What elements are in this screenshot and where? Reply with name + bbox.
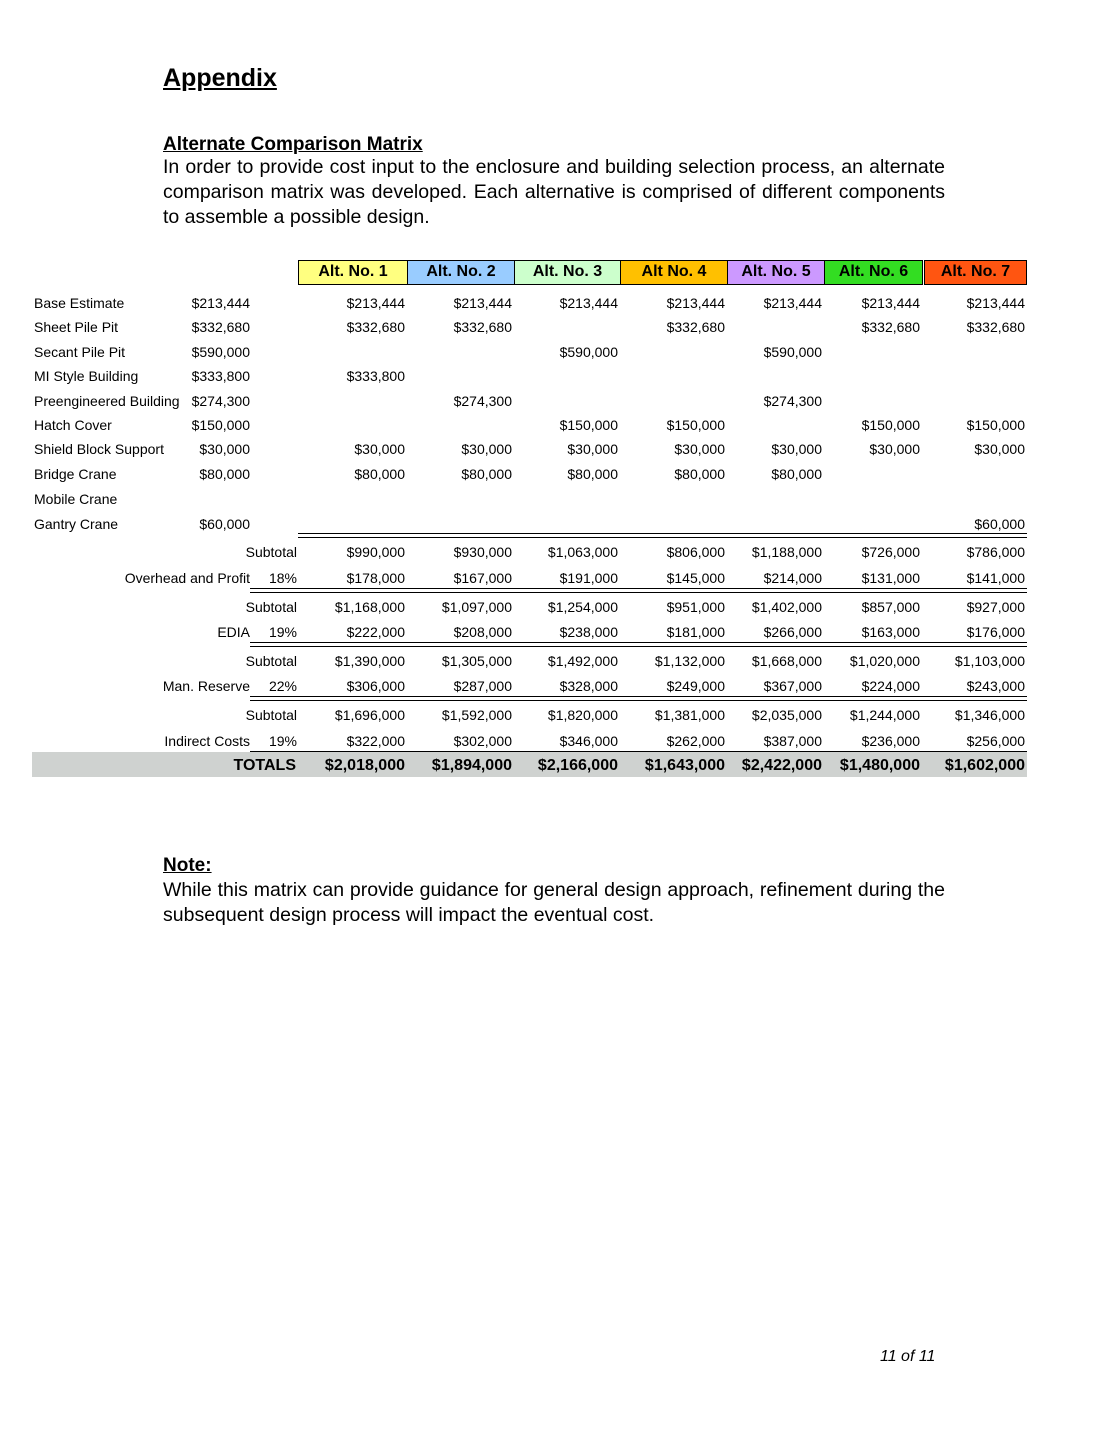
summary-cell: $191,000	[559, 570, 618, 586]
summary-cell: $1,592,000	[441, 707, 512, 723]
summary-cell: $367,000	[763, 678, 822, 694]
alt-header-1: Alt. No. 1	[298, 260, 408, 285]
summary-cell: $236,000	[861, 733, 920, 749]
summary-cell: $256,000	[966, 733, 1025, 749]
summary-label: Subtotal	[245, 544, 297, 560]
matrix-cell: $590,000	[559, 344, 618, 360]
summary-percent: 19%	[268, 624, 297, 640]
item-label: Shield Block Support	[34, 441, 164, 457]
totals-cell: $1,480,000	[839, 757, 920, 774]
summary-cell: $1,381,000	[654, 707, 725, 723]
alt-header-5: Alt. No. 5	[727, 260, 825, 285]
item-label: MI Style Building	[34, 368, 139, 384]
page-heading: Appendix	[163, 64, 277, 92]
matrix-cell: $80,000	[567, 466, 618, 482]
summary-cell: $222,000	[346, 624, 405, 640]
totals-cell: $1,894,000	[431, 757, 512, 774]
matrix-cell: $60,000	[974, 516, 1025, 532]
item-label: Hatch Cover	[34, 417, 112, 433]
summary-cell: $927,000	[966, 599, 1025, 615]
section-title: Alternate Comparison Matrix	[163, 134, 423, 155]
matrix-cell: $213,444	[559, 295, 618, 311]
matrix-cell: $333,800	[346, 368, 405, 384]
summary-cell: $1,492,000	[547, 653, 618, 669]
alt-header-4: Alt No. 4	[620, 260, 728, 285]
summary-label: Subtotal	[245, 653, 297, 669]
summary-cell: $1,188,000	[751, 544, 822, 560]
item-label: Secant Pile Pit	[34, 344, 126, 360]
totals-cell: $2,018,000	[324, 757, 405, 774]
summary-cell: $857,000	[861, 599, 920, 615]
matrix-cell: $80,000	[461, 466, 512, 482]
summary-cell: $262,000	[666, 733, 725, 749]
alt-header-6: Alt. No. 6	[824, 260, 923, 285]
matrix-cell: $80,000	[771, 466, 822, 482]
summary-label: Subtotal	[245, 707, 297, 723]
summary-cell: $990,000	[346, 544, 405, 560]
summary-rule	[250, 696, 1027, 701]
summary-cell: $1,244,000	[849, 707, 920, 723]
summary-cell: $181,000	[666, 624, 725, 640]
item-base-value: $30,000	[199, 441, 250, 457]
summary-cell: $328,000	[559, 678, 618, 694]
matrix-cell: $30,000	[771, 441, 822, 457]
alt-header-2: Alt. No. 2	[407, 260, 515, 285]
summary-cell: $131,000	[861, 570, 920, 586]
matrix-cell: $332,680	[966, 319, 1025, 335]
item-base-value: $274,300	[191, 393, 250, 409]
summary-cell: $786,000	[966, 544, 1025, 560]
summary-cell: $1,305,000	[441, 653, 512, 669]
summary-label: Indirect Costs	[164, 733, 250, 749]
totals-cell: $1,602,000	[944, 757, 1025, 774]
matrix-cell: $150,000	[559, 417, 618, 433]
summary-cell: $306,000	[346, 678, 405, 694]
item-base-value: $60,000	[199, 516, 250, 532]
summary-cell: $1,346,000	[954, 707, 1025, 723]
summary-percent: 18%	[268, 570, 297, 586]
summary-cell: $163,000	[861, 624, 920, 640]
summary-cell: $1,668,000	[751, 653, 822, 669]
matrix-cell: $30,000	[974, 441, 1025, 457]
items-double-rule	[298, 533, 1027, 538]
summary-cell: $1,254,000	[547, 599, 618, 615]
summary-cell: $178,000	[346, 570, 405, 586]
summary-cell: $806,000	[666, 544, 725, 560]
summary-cell: $1,020,000	[849, 653, 920, 669]
matrix-cell: $332,680	[346, 319, 405, 335]
matrix-cell: $274,300	[453, 393, 512, 409]
summary-cell: $141,000	[966, 570, 1025, 586]
summary-cell: $1,097,000	[441, 599, 512, 615]
summary-cell: $1,402,000	[751, 599, 822, 615]
item-label: Mobile Crane	[34, 491, 118, 507]
totals-cell: $1,643,000	[644, 757, 725, 774]
summary-cell: $1,820,000	[547, 707, 618, 723]
summary-label: Subtotal	[245, 599, 297, 615]
summary-rule	[250, 642, 1027, 647]
matrix-cell: $30,000	[567, 441, 618, 457]
matrix-cell: $213,444	[346, 295, 405, 311]
matrix-cell: $590,000	[763, 344, 822, 360]
summary-percent: 22%	[268, 678, 297, 694]
summary-cell: $243,000	[966, 678, 1025, 694]
matrix-cell: $213,444	[861, 295, 920, 311]
alt-header-7: Alt. No. 7	[924, 260, 1027, 285]
totals-label: TOTALS	[233, 757, 296, 774]
item-label: Sheet Pile Pit	[34, 319, 119, 335]
item-base-value: $332,680	[191, 319, 250, 335]
summary-cell: $346,000	[559, 733, 618, 749]
summary-percent: 19%	[268, 733, 297, 749]
summary-label: Overhead and Profit	[124, 570, 250, 586]
totals-cell: $2,166,000	[537, 757, 618, 774]
summary-cell: $302,000	[453, 733, 512, 749]
item-label: Preengineered Building	[34, 393, 180, 409]
item-label: Bridge Crane	[34, 466, 117, 482]
item-base-value: $80,000	[199, 466, 250, 482]
item-base-value: $590,000	[191, 344, 250, 360]
summary-cell: $2,035,000	[751, 707, 822, 723]
intro-paragraph: In order to provide cost input to the enclosure and building selection process, an alternate comparison matrix was developed. Each alternative is comprised of different components to assemble a possible design.	[163, 156, 945, 228]
item-base-value: $333,800	[191, 368, 250, 384]
summary-cell: $176,000	[966, 624, 1025, 640]
matrix-cell: $150,000	[666, 417, 725, 433]
summary-cell: $1,696,000	[334, 707, 405, 723]
matrix-cell: $332,680	[861, 319, 920, 335]
summary-cell: $930,000	[453, 544, 512, 560]
item-base-value: $150,000	[191, 417, 250, 433]
summary-cell: $214,000	[763, 570, 822, 586]
summary-cell: $1,390,000	[334, 653, 405, 669]
matrix-cell: $150,000	[966, 417, 1025, 433]
matrix-cell: $150,000	[861, 417, 920, 433]
matrix-cell: $332,680	[453, 319, 512, 335]
summary-cell: $322,000	[346, 733, 405, 749]
item-base-value: $213,444	[191, 295, 250, 311]
summary-label: Man. Reserve	[162, 678, 250, 694]
matrix-cell: $213,444	[763, 295, 822, 311]
page-number: 11 of 11	[880, 1348, 936, 1365]
note-text: While this matrix can provide guidance for general design approach, refinement during the subsequent design process will impact the eventual cost.	[163, 879, 945, 926]
summary-cell: $145,000	[666, 570, 725, 586]
matrix-cell: $80,000	[354, 466, 405, 482]
note-title: Note:	[163, 855, 212, 876]
matrix-cell: $213,444	[666, 295, 725, 311]
summary-cell: $1,168,000	[334, 599, 405, 615]
matrix-cell: $30,000	[354, 441, 405, 457]
summary-cell: $167,000	[453, 570, 512, 586]
matrix-cell: $30,000	[869, 441, 920, 457]
summary-cell: $726,000	[861, 544, 920, 560]
summary-cell: $249,000	[666, 678, 725, 694]
summary-cell: $951,000	[666, 599, 725, 615]
summary-cell: $287,000	[453, 678, 512, 694]
matrix-cell: $213,444	[966, 295, 1025, 311]
totals-cell: $2,422,000	[741, 757, 822, 774]
matrix-cell: $332,680	[666, 319, 725, 335]
summary-cell: $387,000	[763, 733, 822, 749]
summary-cell: $224,000	[861, 678, 920, 694]
item-label: Base Estimate	[34, 295, 125, 311]
summary-cell: $208,000	[453, 624, 512, 640]
summary-cell: $1,063,000	[547, 544, 618, 560]
matrix-cell: $274,300	[763, 393, 822, 409]
matrix-cell: $80,000	[674, 466, 725, 482]
summary-label: EDIA	[217, 624, 250, 640]
matrix-cell: $30,000	[461, 441, 512, 457]
item-label: Gantry Crane	[34, 516, 119, 532]
summary-cell: $238,000	[559, 624, 618, 640]
summary-cell: $1,103,000	[954, 653, 1025, 669]
matrix-cell: $30,000	[674, 441, 725, 457]
matrix-cell: $213,444	[453, 295, 512, 311]
summary-rule	[250, 588, 1027, 593]
summary-cell: $1,132,000	[654, 653, 725, 669]
alt-header-3: Alt. No. 3	[514, 260, 621, 285]
summary-cell: $266,000	[763, 624, 822, 640]
